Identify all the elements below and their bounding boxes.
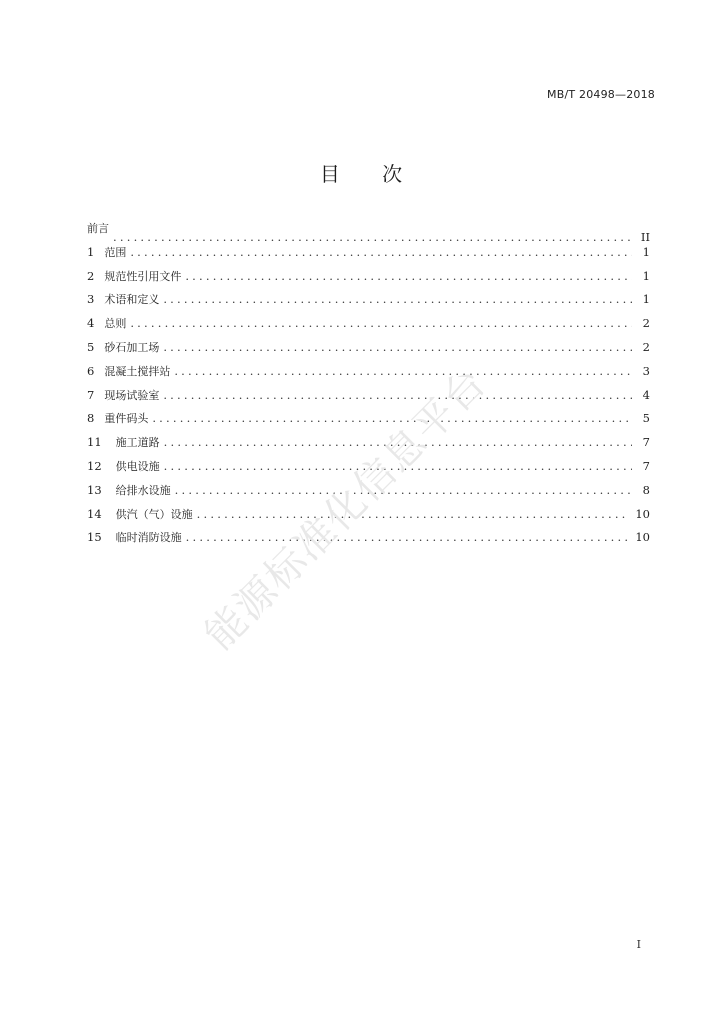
toc-entry[interactable]	[87, 526, 650, 550]
toc-entry-page: 1	[642, 292, 650, 307]
toc-entry-title: 现场试验室	[104, 388, 160, 402]
toc-entry-title: 临时消防设施	[115, 531, 182, 545]
toc-entry-number: 6	[87, 363, 95, 378]
toc-entry-page: 1	[642, 244, 650, 259]
toc-entry-number: 1	[87, 244, 95, 259]
toc-leader-dots	[152, 407, 632, 431]
toc-leader-dots	[130, 241, 632, 265]
toc-entry-title: 供汽（气）设施	[115, 507, 193, 521]
toc-leader-dots	[164, 431, 632, 455]
toc-entry[interactable]	[87, 455, 650, 479]
toc-entry-number: 14	[87, 506, 102, 521]
toc-entry-title: 术语和定义	[104, 293, 160, 307]
table-of-contents	[87, 217, 650, 550]
toc-entry-title: 重件码头	[104, 412, 149, 426]
standard-code: MB/T 20498—2018	[547, 88, 655, 101]
toc-entry[interactable]	[87, 384, 650, 408]
toc-entry-number: 7	[87, 387, 95, 402]
toc-entry-page: 10	[635, 530, 650, 545]
toc-entry-number: 12	[87, 458, 102, 473]
toc-entry-title: 总则	[104, 317, 127, 331]
toc-entry-page: 2	[642, 339, 650, 354]
toc-entry-page: 1	[642, 268, 650, 283]
toc-leader-dots	[197, 503, 630, 527]
toc-entry-page: 5	[642, 411, 650, 426]
page-title: 目 次	[319, 162, 421, 186]
toc-leader-dots	[175, 479, 632, 503]
toc-entry-page: 2	[642, 316, 650, 331]
toc-entry-number: 8	[87, 411, 95, 426]
toc-entry-title: 供电设施	[115, 459, 160, 473]
toc-entry-title: 施工道路	[115, 436, 160, 450]
toc-entry-page: 10	[635, 506, 650, 521]
toc-entry[interactable]	[87, 360, 650, 384]
toc-entry[interactable]	[87, 479, 650, 503]
toc-entry[interactable]	[87, 431, 650, 455]
toc-leader-dots	[163, 336, 632, 360]
toc-entry[interactable]	[87, 265, 650, 289]
toc-entry-number: 13	[87, 482, 102, 497]
toc-entry-title: 规范性引用文件	[104, 269, 182, 283]
toc-entry-page: 7	[642, 458, 650, 473]
toc-entry[interactable]	[87, 312, 650, 336]
toc-entry-title: 混凝土搅拌站	[104, 364, 171, 378]
toc-entry[interactable]	[87, 336, 650, 360]
toc-entry[interactable]	[87, 407, 650, 431]
toc-entry-title: 范围	[104, 245, 127, 259]
toc-entry-page: 3	[642, 363, 650, 378]
toc-entry-title: 给排水设施	[115, 483, 171, 497]
page-number: I	[636, 938, 641, 951]
toc-leader-dots	[164, 455, 632, 479]
toc-entry-title: 砂石加工场	[104, 340, 160, 354]
toc-entry-number: 4	[87, 316, 95, 331]
toc-leader-dots	[130, 312, 632, 336]
watermark: 能源标准化信息平台	[196, 359, 497, 659]
toc-entry[interactable]	[87, 217, 650, 244]
toc-leader-dots	[174, 360, 632, 384]
toc-entry-page: 7	[642, 435, 650, 450]
toc-entry-number: 3	[87, 292, 95, 307]
toc-entry[interactable]	[87, 241, 650, 265]
toc-entry[interactable]	[87, 503, 650, 527]
toc-entry-number: 2	[87, 268, 95, 283]
toc-leader-dots	[186, 526, 630, 550]
toc-entry-number: 5	[87, 339, 95, 354]
toc-leader-dots	[163, 384, 632, 408]
toc-leader-dots	[163, 288, 632, 312]
toc-entry-number: 11	[87, 435, 102, 450]
toc-leader-dots	[185, 265, 632, 289]
toc-entry-page: II	[640, 229, 650, 244]
toc-entry-number: 15	[87, 530, 102, 545]
toc-entry-page: 8	[642, 482, 650, 497]
toc-entry-title: 前言	[87, 222, 109, 235]
toc-entry[interactable]	[87, 288, 650, 312]
toc-entry-page: 4	[642, 387, 650, 402]
